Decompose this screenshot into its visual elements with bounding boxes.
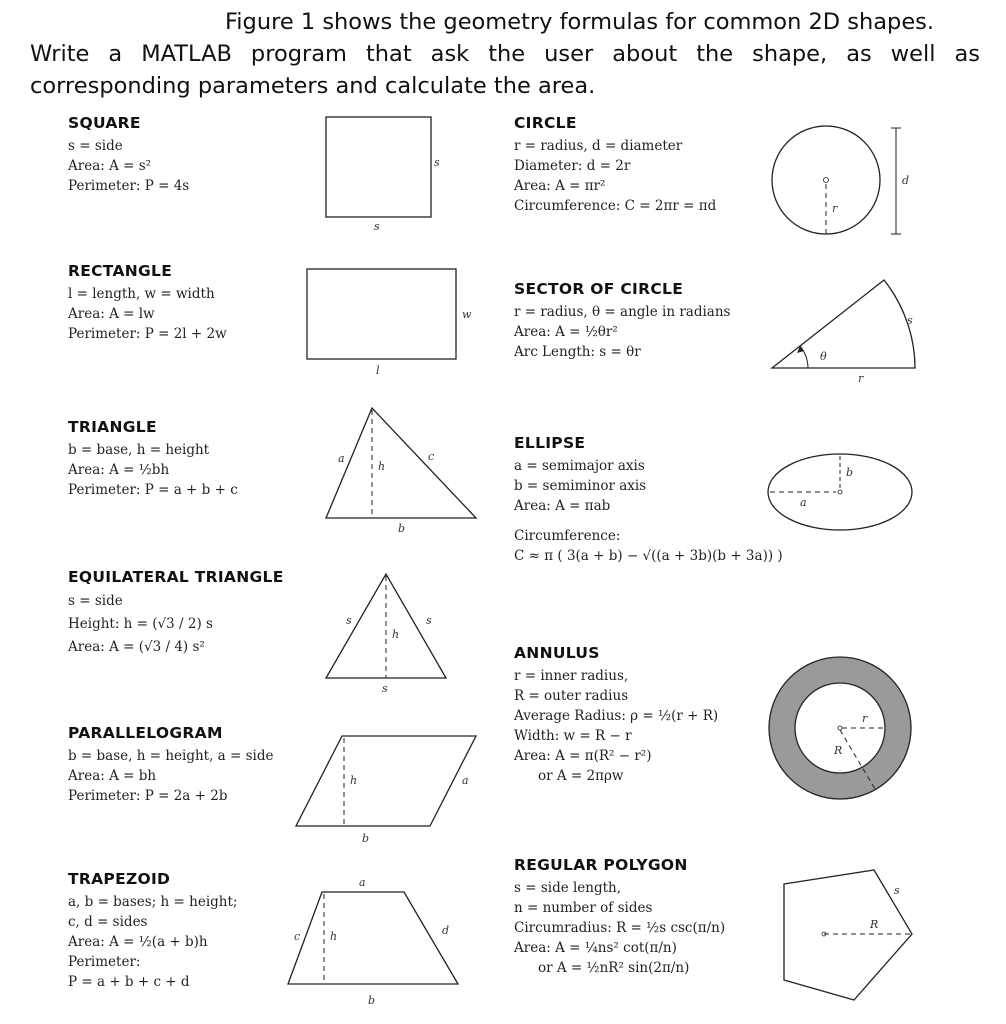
triangle-line: Area: A = ½bh [68, 462, 170, 478]
triangle-title: TRIANGLE [68, 418, 157, 436]
trapezoid-d-label: d [442, 924, 450, 937]
triangle-diagram [320, 400, 490, 535]
triangle-a-label: a [338, 452, 345, 465]
trapezoid-diagram [282, 870, 482, 1010]
ellipse-circ-label: Circumference: [514, 528, 621, 544]
polygon-line: Circumradius: R = ½s csc(π/n) [514, 920, 726, 936]
equilateral-h-label: h [392, 628, 400, 641]
parallelogram-b-label: b [362, 832, 370, 845]
equilateral-diagram [320, 566, 460, 694]
square-line: s = side [68, 138, 123, 154]
square-side-label: s [434, 156, 440, 169]
rectangle-formulas [68, 262, 227, 344]
annulus-line: Area: A = π(R² − r²) [514, 748, 652, 764]
parallelogram-line: Perimeter: P = 2a + 2b [68, 788, 228, 804]
rectangle-line: Perimeter: P = 2l + 2w [68, 326, 227, 342]
annulus-r-label: r [862, 712, 868, 725]
sector-formulas [514, 280, 730, 362]
equilateral-line: Area: A = (√3 / 4) s² [68, 639, 205, 655]
trapezoid-formulas [68, 870, 237, 992]
polygon-title: REGULAR POLYGON [514, 856, 688, 874]
rectangle-shape [307, 269, 456, 359]
polygon-shape [784, 870, 912, 1000]
triangle-formulas [68, 418, 238, 500]
rectangle-line: Area: A = lw [68, 306, 155, 322]
circle-line: Circumference: C = 2πr = πd [514, 198, 717, 214]
polygon-formulas [514, 856, 725, 978]
circle-line: Diameter: d = 2r [514, 158, 631, 174]
equilateral-title: EQUILATERAL TRIANGLE [68, 568, 284, 586]
sector-line: Area: A = ½θr² [514, 324, 618, 340]
annulus-diagram [768, 656, 916, 804]
square-title: SQUARE [68, 114, 141, 132]
rectangle-line: l = length, w = width [68, 286, 215, 302]
trapezoid-line: a, b = bases; h = height; [68, 894, 238, 910]
sector-title: SECTOR OF CIRCLE [514, 280, 684, 298]
rectangle-length-label: l [376, 364, 380, 377]
square-line: Area: A = s² [68, 158, 152, 174]
triangle-line: Perimeter: P = a + b + c [68, 482, 238, 498]
rectangle-width-label: w [462, 308, 472, 321]
circle-diagram [762, 124, 922, 242]
sector-theta-label: θ [820, 350, 827, 363]
sector-line: r = radius, θ = angle in radians [514, 304, 731, 320]
circle-line: r = radius, d = diameter [514, 138, 683, 154]
trapezoid-b-label: b [368, 994, 376, 1007]
ellipse-center [838, 490, 842, 494]
ellipse-circ-formula: C ≈ π ( 3(a + b) − √((a + 3b)(b + 3a)) ) [514, 548, 783, 564]
sector-shape [772, 280, 915, 368]
square-line: Perimeter: P = 4s [68, 178, 190, 194]
triangle-h-label: h [378, 460, 386, 473]
trapezoid-title: TRAPEZOID [68, 870, 171, 888]
equilateral-formulas [68, 568, 284, 659]
trapezoid-line: c, d = sides [68, 914, 148, 930]
equilateral-right-label: s [426, 614, 432, 627]
parallelogram-line: Area: A = bh [68, 768, 157, 784]
ellipse-formulas [514, 434, 783, 566]
triangle-b-label: b [398, 522, 406, 535]
rectangle-diagram [300, 262, 500, 377]
parallelogram-line: b = base, h = height, a = side [68, 748, 274, 764]
annulus-alt-line: or A = 2πρw [538, 768, 624, 784]
equilateral-left-label: s [346, 614, 352, 627]
parallelogram-h-label: h [350, 774, 358, 787]
circle-title: CIRCLE [514, 114, 577, 132]
intro-line-1: Figure 1 shows the geometry formulas for common 2D shapes. [225, 9, 935, 35]
circle-formulas [514, 114, 716, 216]
annulus-R-label: R [834, 744, 843, 757]
sector-diagram [764, 276, 924, 386]
polygon-alt-line: or A = ½nR² sin(2π/n) [538, 960, 690, 976]
square-shape [326, 117, 431, 217]
annulus-line: Width: w = R − r [514, 728, 632, 744]
square-diagram [310, 110, 450, 235]
parallelogram-formulas [68, 724, 273, 806]
trapezoid-c-label: c [294, 930, 301, 943]
equilateral-line: s = side [68, 593, 123, 609]
ellipse-line: Area: A = πab [514, 498, 611, 514]
equilateral-bottom-label: s [382, 682, 388, 695]
trapezoid-line: P = a + b + c + d [68, 974, 190, 990]
polygon-line: s = side length, [514, 880, 622, 896]
circle-r-label: r [832, 202, 838, 215]
annulus-title: ANNULUS [514, 644, 600, 662]
circle-d-label: d [902, 174, 910, 187]
trapezoid-shape [288, 892, 458, 984]
circle-center [824, 178, 829, 183]
square-formulas [68, 114, 189, 196]
parallelogram-a-label: a [462, 774, 469, 787]
annulus-line: r = inner radius, [514, 668, 629, 684]
polygon-R-label: R [870, 918, 879, 931]
sector-r-label: r [858, 372, 864, 385]
annulus-line: Average Radius: ρ = ½(r + R) [514, 708, 719, 724]
rectangle-title: RECTANGLE [68, 262, 173, 280]
trapezoid-h-label: h [330, 930, 338, 943]
parallelogram-title: PARALLELOGRAM [68, 724, 223, 742]
ellipse-line: b = semiminor axis [514, 478, 647, 494]
sector-s-label: s [907, 314, 913, 327]
ellipse-diagram [764, 450, 916, 538]
trapezoid-line: Perimeter: [68, 954, 141, 970]
trapezoid-line: Area: A = ½(a + b)h [68, 934, 208, 950]
triangle-c-label: c [428, 450, 435, 463]
trapezoid-a-label: a [359, 876, 366, 889]
circle-shape [772, 126, 880, 234]
annulus-line: R = outer radius [514, 688, 629, 704]
ellipse-b-label: b [846, 466, 854, 479]
intro-line-2: Write a MATLAB program that ask the user about the shape, as well as corresponding parameters and calculate the area. [30, 41, 980, 99]
ellipse-line: a = semimajor axis [514, 458, 645, 474]
polygon-line: n = number of sides [514, 900, 653, 916]
parallelogram-diagram [290, 728, 490, 846]
ellipse-a-label: a [800, 496, 807, 509]
circle-line: Area: A = πr² [514, 178, 606, 194]
ellipse-title: ELLIPSE [514, 434, 586, 452]
parallelogram-shape [296, 736, 476, 826]
triangle-line: b = base, h = height [68, 442, 210, 458]
polygon-s-label: s [894, 884, 900, 897]
sector-line: Arc Length: s = θr [514, 344, 641, 360]
problem-statement [30, 6, 980, 102]
equilateral-line: Height: h = (√3 / 2) s [68, 616, 213, 632]
square-bottom-label: s [374, 220, 380, 233]
triangle-shape [326, 408, 476, 518]
polygon-line: Area: A = ¼ns² cot(π/n) [514, 940, 677, 956]
annulus-formulas [514, 644, 718, 786]
polygon-diagram [778, 862, 918, 1008]
